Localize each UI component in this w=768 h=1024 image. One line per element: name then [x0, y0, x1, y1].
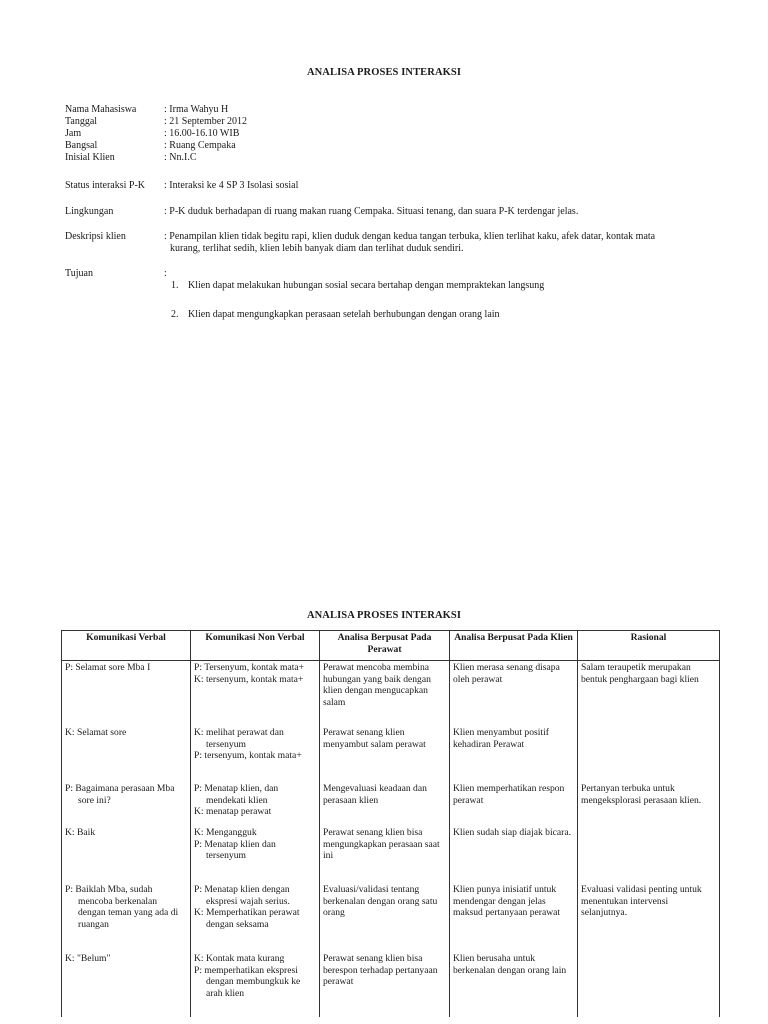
cell-klien: Klien menyambut positif kehadiran Perawat [450, 726, 578, 782]
verbal-line: P: Selamat sore Mba I [65, 662, 151, 673]
cell-rasional: Pertanyan terbuka untuk mengeksplorasi perasaan klien. [578, 782, 720, 826]
field-label: Jam [65, 128, 82, 139]
cell-rasional [578, 726, 720, 782]
page-title: ANALISA PROSES INTERAKSI [306, 67, 462, 78]
cell-verbal [62, 883, 191, 952]
cell-verbal [62, 661, 191, 727]
header-analisa-perawat: Analisa Berpusat Pada Perawat [320, 631, 450, 661]
nonverbal-line: P: tersenyum, kontak mata+ [194, 750, 302, 762]
nonverbal-line: P: memperhatikan ekspresi dengan membungkuk ke arah klien [194, 964, 301, 999]
cell-nonverbal [191, 661, 320, 727]
deskripsi-line-1: : Penampilan klien tidak begitu rapi, klien duduk dengan kedua tangan terbuka, klien terlihat kaku, afek datar, kontak mata [164, 231, 656, 242]
cell-nonverbal [191, 726, 320, 782]
field-label: Bangsal [65, 140, 98, 151]
nonverbal-line: P: Menatap klien dengan ekspresi wajah serius. [194, 884, 290, 907]
field-label: Inisial Klien [65, 152, 115, 163]
cell-klien: Klien memperhatikan respon perawat [450, 782, 578, 826]
field-value: : P-K duduk berhadapan di ruang makan ruang Cempaka. Situasi tenang, dan suara P-K terdengar jelas. [164, 206, 579, 217]
cell-klien: Klien sudah siap diajak bicara. [450, 826, 578, 883]
field-label: Status interaksi P-K [65, 180, 145, 191]
cell-klien: Klien punya inisiatif untuk mendengar dengan jelas maksud pertanyaan perawat [450, 883, 578, 952]
table-row [62, 826, 720, 883]
cell-perawat: Perawat senang klien bisa berespon terhadap pertanyaan perawat [320, 952, 450, 1017]
table-row [62, 726, 720, 782]
header-komunikasi-verbal: Komunikasi Verbal [62, 631, 191, 661]
cell-perawat: Perawat senang klien bisa mengungkapkan perasaan saat ini [320, 826, 450, 883]
cell-nonverbal [191, 883, 320, 952]
verbal-line: K: "Belum" [65, 953, 111, 964]
cell-verbal [62, 782, 191, 826]
cell-perawat: Perawat senang klien menyambut salam perawat [320, 726, 450, 782]
field-value: : Nn.I.C [164, 152, 197, 163]
table-header-row [62, 631, 720, 661]
deskripsi-line-2: kurang, terlihat sedih, klien lebih banyak diam dan terlihat duduk sendiri. [170, 242, 464, 254]
field-value: : 21 September 2012 [164, 116, 248, 127]
field-label: Lingkungan [65, 206, 114, 217]
cell-verbal [62, 726, 191, 782]
header-rasional: Rasional [578, 631, 720, 661]
goal-number: 2. [171, 309, 179, 320]
interaction-table [61, 630, 720, 1017]
verbal-line: P: Bagaimana perasaan Mba sore ini? [65, 783, 175, 806]
field-colon: : [164, 268, 167, 279]
nonverbal-line: P: Menatap klien, dan mendekati klien [194, 783, 279, 806]
field-value: : Ruang Cempaka [164, 140, 236, 151]
cell-nonverbal [191, 826, 320, 883]
section-title: ANALISA PROSES INTERAKSI [306, 610, 462, 621]
nonverbal-line: K: Memperhatikan perawat dengan seksama [194, 907, 300, 930]
goal-number: 1. [171, 280, 179, 291]
table-row [62, 952, 720, 1017]
field-label: Tujuan [65, 268, 93, 279]
table-row [62, 782, 720, 826]
cell-klien: Klien merasa senang disapa oleh perawat [450, 661, 578, 727]
field-value: : 16.00-16.10 WIB [164, 128, 240, 139]
goal-text: Klien dapat mengungkapkan perasaan setelah berhubungan dengan orang lain [188, 309, 500, 320]
nonverbal-line: K: tersenyum, kontak mata+ [194, 673, 304, 685]
cell-rasional [578, 826, 720, 883]
cell-rasional: Evaluasi validasi penting untuk menentukan intervensi selanjutnya. [578, 883, 720, 952]
header-analisa-klien: Analisa Berpusat Pada Klien [450, 631, 578, 661]
nonverbal-line: P: Tersenyum, kontak mata+ [194, 662, 305, 673]
field-value: : Interaksi ke 4 SP 3 Isolasi sosial [164, 180, 299, 191]
cell-verbal [62, 826, 191, 883]
nonverbal-line: K: melihat perawat dan tersenyum [194, 727, 284, 750]
cell-klien: Klien berusaha untuk berkenalan dengan orang lain [450, 952, 578, 1017]
nonverbal-line: K: menatap perawat [194, 806, 272, 818]
table-row [62, 661, 720, 727]
verbal-line: K: Baik [65, 827, 96, 838]
header-komunikasi-non-verbal: Komunikasi Non Verbal [191, 631, 320, 661]
nonverbal-line: P: Menatap klien dan tersenyum [194, 838, 276, 862]
nonverbal-line: K: Kontak mata kurang [194, 953, 285, 964]
cell-perawat: Perawat mencoba membina hubungan yang baik dengan klien dengan mengucapkan salam [320, 661, 450, 727]
goal-text: Klien dapat melakukan hubungan sosial secara bertahap dengan mempraktekan langsung [188, 280, 545, 291]
cell-nonverbal [191, 952, 320, 1017]
verbal-line: P: Baiklah Mba, sudah mencoba berkenalan dengan teman yang ada di ruangan [65, 884, 179, 930]
cell-nonverbal [191, 782, 320, 826]
cell-perawat: Mengevaluasi keadaan dan perasaan klien [320, 782, 450, 826]
field-label: Tanggal [65, 116, 98, 127]
cell-rasional: Salam teraupetik merupakan bentuk penghargaan bagi klien [578, 661, 720, 727]
nonverbal-line: K: Mengangguk [194, 827, 257, 838]
cell-rasional [578, 952, 720, 1017]
field-label: Deskripsi klien [65, 231, 126, 242]
table-row [62, 883, 720, 952]
field-value: : Irma Wahyu H [164, 104, 229, 115]
field-value [164, 231, 734, 254]
field-label: Nama Mahasiswa [65, 104, 137, 115]
cell-perawat: Evaluasi/validasi tentang berkenalan dengan orang satu orang [320, 883, 450, 952]
verbal-line: K: Selamat sore [65, 727, 127, 738]
cell-verbal [62, 952, 191, 1017]
